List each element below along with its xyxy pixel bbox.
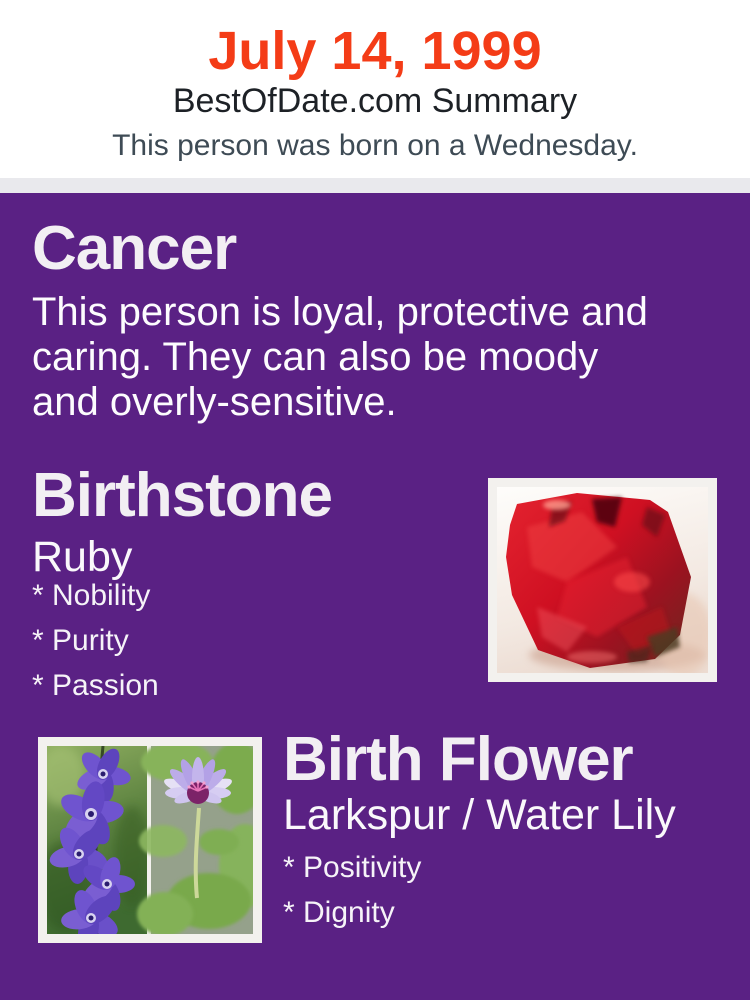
larkspur-water-lily-illustration [47,746,253,934]
page-title-date: July 14, 1999 [208,21,542,81]
water-lily-half [137,746,253,934]
purple-body [0,193,750,1000]
birth-flower-heading: Birth Flower [283,725,633,794]
birth-flower-name: Larkspur / Water Lily [283,791,676,839]
birthstone-trait: * Passion [32,669,159,702]
larkspur-half [47,746,150,934]
site-title: BestOfDate.com Summary [172,82,578,120]
birthstone-trait-list [32,581,159,716]
header [0,0,750,178]
birth-flower-trait: * Positivity [283,851,422,884]
zodiac-sign-heading: Cancer [32,214,237,283]
birthstone-trait: * Purity [32,624,129,657]
header-divider [0,178,750,193]
birth-flower-trait: * Dignity [283,896,395,929]
born-day-subtitle: This person was born on a Wednesday. [112,129,638,162]
ruby-photo [488,478,717,682]
birth-flower-trait-list [283,853,421,943]
birthstone-heading: Birthstone [32,461,332,530]
zodiac-description: This person is loyal, protective and caring. They can also be moody and overly-sensitive. [32,290,648,424]
birthstone-name: Ruby [32,533,133,581]
birth-flower-photo [38,737,262,943]
ruby-gem-illustration [497,487,708,673]
birthstone-trait: * Nobility [32,579,151,612]
